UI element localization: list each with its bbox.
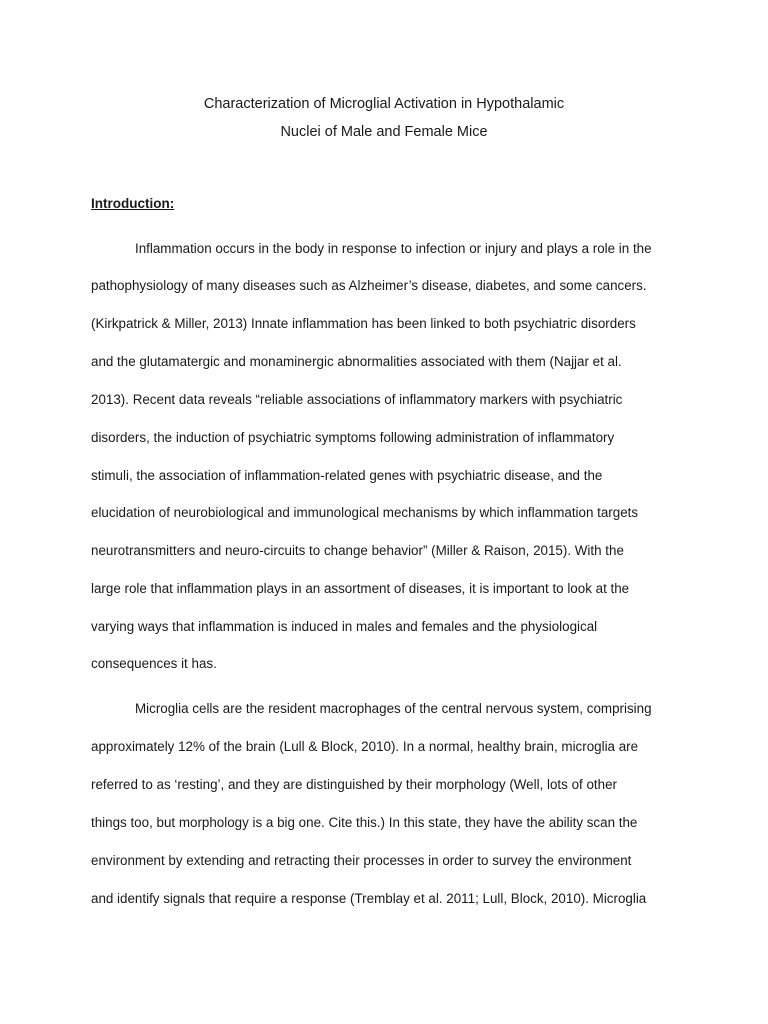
paragraph-line: and the glutamatergic and monaminergic abnormalities associated with them (Najjar et al.	[91, 354, 622, 369]
section-heading: Introduction:	[91, 196, 175, 211]
paragraph-line: disorders, the induction of psychiatric symptoms following administration of inflammatory	[91, 430, 615, 445]
paragraph-line: (Kirkpatrick & Miller, 2013) Innate inflammation has been linked to both psychiatric disorders	[91, 316, 636, 331]
paragraph-line: consequences it has.	[91, 656, 217, 671]
paragraph-line: things too, but morphology is a big one. Cite this.) In this state, they have the ability scan the	[91, 815, 638, 830]
paragraph-line: environment by extending and retracting their processes in order to survey the environment	[91, 853, 632, 868]
document-title	[0, 90, 768, 146]
paragraph-line: neurotransmitters and neuro-circuits to change behavior” (Miller & Raison, 2015). With the	[91, 543, 624, 558]
paragraph-line: 2013). Recent data reveals “reliable associations of inflammatory markers with psychiatric	[91, 392, 623, 407]
paragraph-line: referred to as ‘resting’, and they are distinguished by their morphology (Well, lots of other	[91, 777, 617, 792]
paragraph-line: and identify signals that require a response (Tremblay et al. 2011; Lull, Block, 2010). Microglia	[91, 891, 647, 906]
paragraph-line: Inflammation occurs in the body in response to infection or injury and plays a role in the	[135, 241, 652, 256]
paragraph-line: elucidation of neurobiological and immunological mechanisms by which inflammation targets	[91, 505, 639, 520]
paragraph-line: large role that inflammation plays in an assortment of diseases, it is important to look at the	[91, 581, 630, 596]
paragraph-line: Microglia cells are the resident macrophages of the central nervous system, comprising	[135, 701, 652, 716]
paragraph-line: pathophysiology of many diseases such as Alzheimer’s disease, diabetes, and some cancers.	[91, 278, 647, 293]
paragraph-line: stimuli, the association of inflammation-related genes with psychiatric disease, and the	[91, 468, 603, 483]
title-line-1: Characterization of Microglial Activation in Hypothalamic	[203, 96, 565, 112]
title-line-2: Nuclei of Male and Female Mice	[280, 124, 488, 140]
paragraph-line: approximately 12% of the brain (Lull & Block, 2010). In a normal, healthy brain, microglia are	[91, 739, 639, 754]
paragraph-line: varying ways that inflammation is induced in males and females and the physiological	[91, 619, 598, 634]
